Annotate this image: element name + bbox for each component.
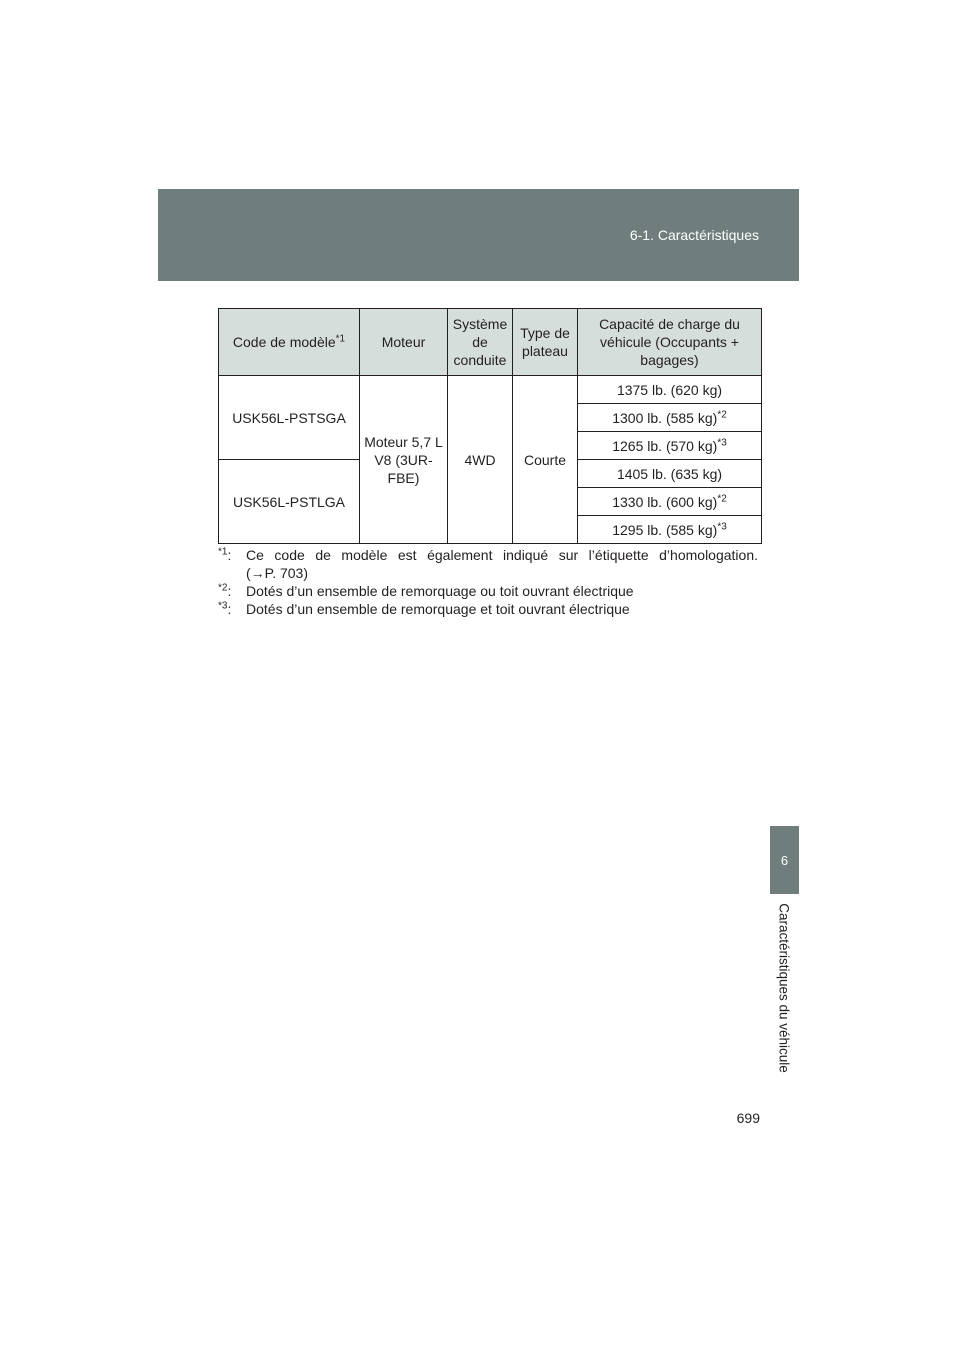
section-header-band [158,189,799,281]
footnote-3: $^{*3}$: Dotés d’un ensemble de remorquage et toit ouvrant électrique [218,600,758,618]
chapter-title: Caractéristiques du véhicule [776,903,792,1073]
footnote-text: Dotés d’un ensemble de remorquage et toit ouvrant électrique [246,601,630,617]
header-engine: Moteur [360,309,448,376]
footnote-ref: *2 [717,408,727,420]
footnotes [218,546,758,618]
capacity-cell: 1405 lb. (635 kg) [578,460,762,488]
footnote-mark: *1 [218,546,228,558]
footnote-ref: *1 [335,333,346,345]
capacity-cell: 1295 lb. (585 kg)$^{*3}$ [578,516,762,544]
load-capacity-table [218,308,762,544]
footnote-ref: *3 [717,436,727,448]
header-capacity: Capacité de charge du véhicule (Occupants + bagages) [578,309,762,376]
footnote-text: Dotés d’un ensemble de remorquage ou toit ouvrant électrique [246,583,634,599]
bed-cell: Courte [513,376,578,544]
footnote-2: $^{*2}$: Dotés d’un ensemble de remorquage ou toit ouvrant électrique [218,582,758,600]
footnote-ref: *2 [717,492,727,504]
capacity-cell: 1265 lb. (570 kg)$^{*3}$ [578,432,762,460]
table-header-row [219,309,762,376]
header-drive: Système de conduite [448,309,513,376]
header-model-code: Code de modèle$^{*1}$ [219,309,360,376]
footnote-text: Ce code de modèle est également indiqué sur l’étiquette d’homologation. [246,547,758,563]
model-code-cell: USK56L-PSTSGA [219,376,360,460]
footnote-1-continuation: (→P. 703) [246,565,308,581]
footnote-1: $^{*1}$: Ce code de modèle est également indiqué sur l’étiquette d’homologation. [218,546,758,563]
capacity-cell: 1375 lb. (620 kg) [578,376,762,404]
footnote-mark: *3 [218,600,228,612]
footnote-mark: *2 [218,582,228,594]
footnote-ref: *3 [717,520,727,532]
drive-cell: 4WD [448,376,513,544]
chapter-tab: 6 [770,826,799,894]
engine-cell: Moteur 5,7 L V8 (3UR-FBE) [360,376,448,544]
table-row [219,376,762,404]
model-code-cell: USK56L-PSTLGA [219,460,360,544]
section-title: 6-1. Caractéristiques [629,227,759,243]
page-number: 699 [736,1110,760,1126]
capacity-cell: 1300 lb. (585 kg)$^{*2}$ [578,404,762,432]
header-bed: Type de plateau [513,309,578,376]
capacity-cell: 1330 lb. (600 kg)$^{*2}$ [578,488,762,516]
